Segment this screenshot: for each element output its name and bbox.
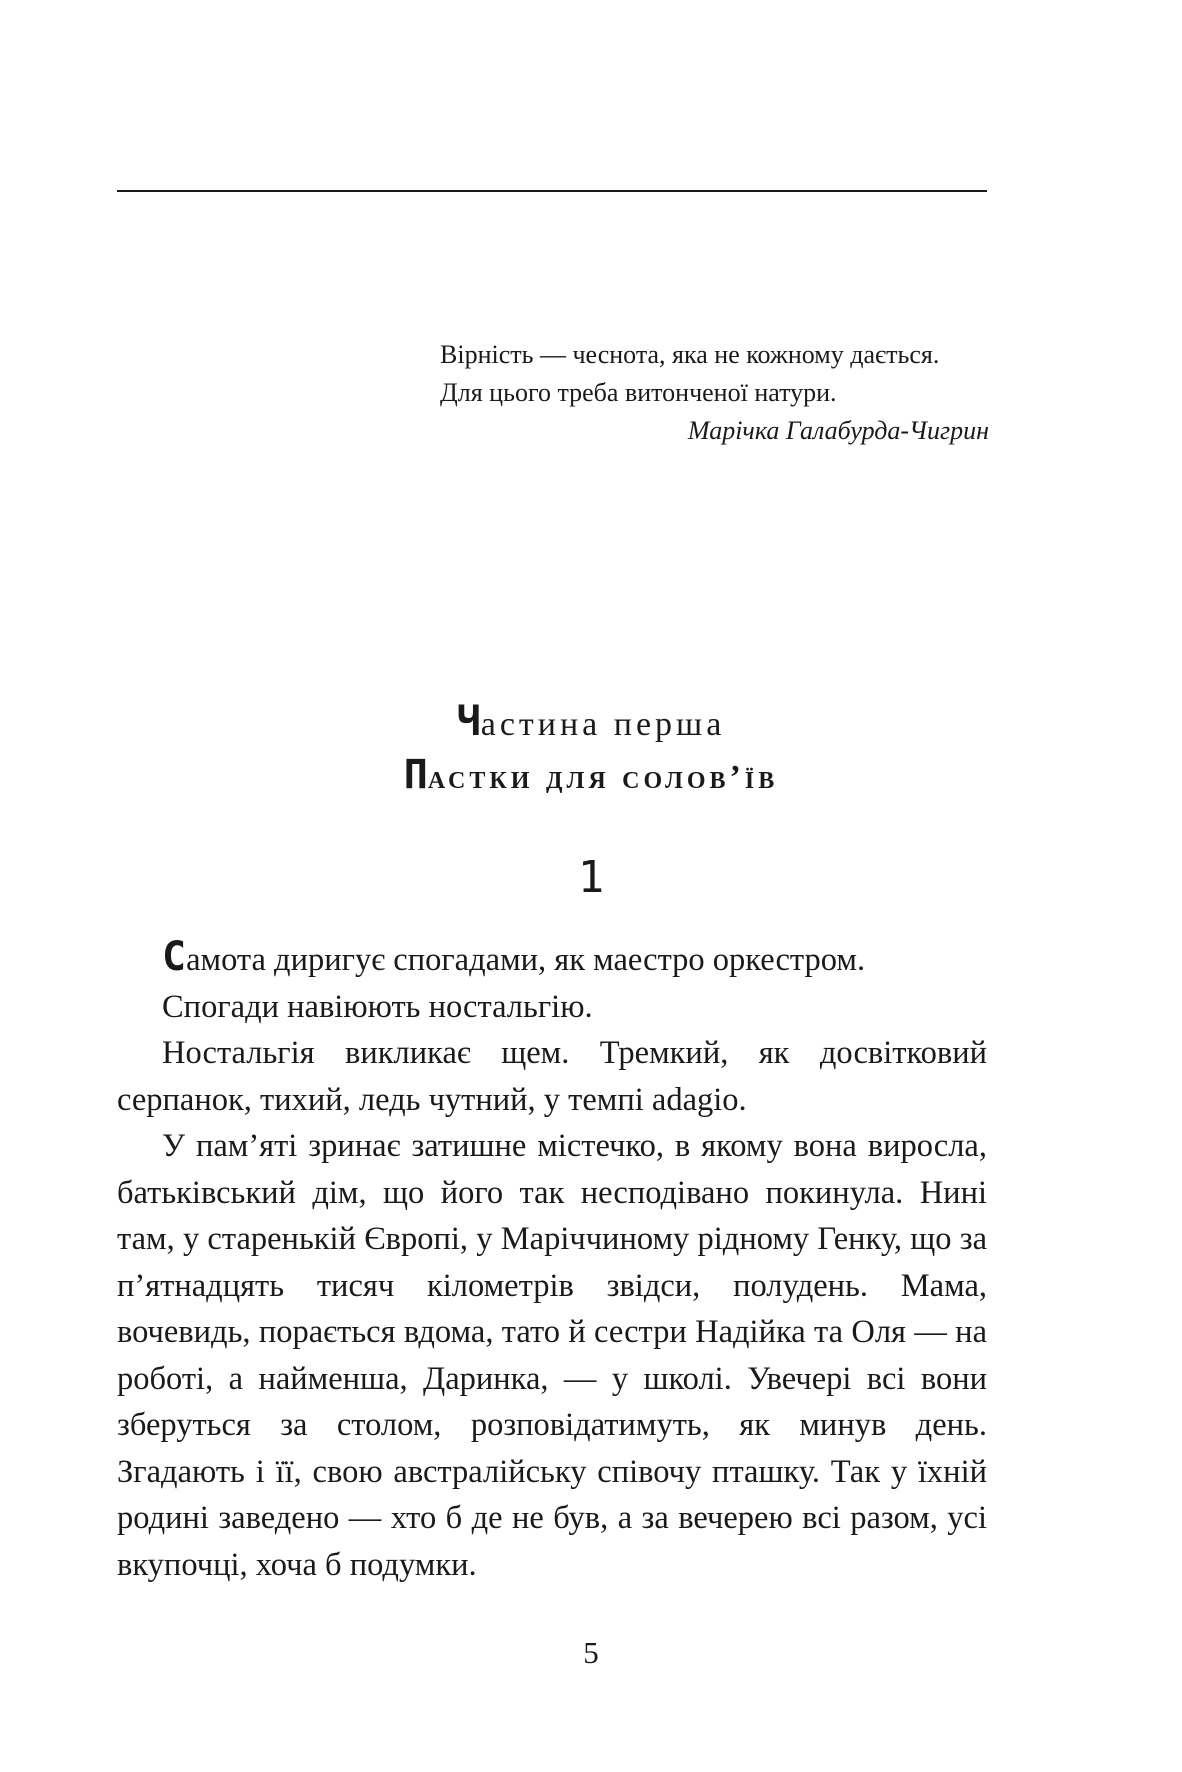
paragraph-1 bbox=[117, 934, 987, 984]
epigraph bbox=[440, 336, 989, 450]
part-label-rest: астина перша bbox=[480, 706, 726, 743]
paragraph-4: У пам’яті зринає затишне містечко, в якому вона виросла, батьківський дім, що його так несподівано покинула. Нині там, у старенькій Європі, у Маріччиному рідному Генку, що за п’ятнадцять тисяч кілометрів звідси, полудень. Мама, вочевидь, порається вдома, тато й сестри Надійка та Оля — на роботі, а найменша, Даринка, — у школі. Увечері всі вони зберуться за столом, розповідатимуть, як минув день. Згадають і її, свою австралійську співочу пташку. Так у їхній родині заведено — хто б де не був, а за вечерею всі разом, усі вкупочці, хоча б подумки. bbox=[117, 1128, 987, 1583]
paragraph-1-text: амота диригує спогадами, як маестро оркестром. bbox=[186, 942, 866, 978]
header-rule bbox=[117, 190, 987, 192]
part-title-rest: астки для солов’їв bbox=[427, 759, 779, 796]
paragraph-3: Ностальгія викликає щем. Тремкий, як досвітковий серпанок, тихий, ледь чутний, у темпі adagio. bbox=[117, 1035, 987, 1118]
drop-cap: С bbox=[162, 934, 187, 980]
part-heading bbox=[0, 697, 1182, 806]
part-title-initial: П bbox=[403, 752, 428, 798]
epigraph-author: Марічка Галабурда-Чигрин bbox=[687, 416, 989, 445]
part-label-initial: Ч bbox=[456, 699, 481, 745]
page-number: 5 bbox=[583, 1635, 599, 1670]
chapter-number: 1 bbox=[577, 852, 605, 903]
epigraph-line-1: Вірність — чеснота, яка не кожному дається. bbox=[440, 340, 940, 369]
paragraph-2: Спогади навіюють ностальгію. bbox=[162, 988, 593, 1025]
part-title bbox=[0, 747, 1182, 806]
part-label bbox=[0, 697, 1182, 747]
chapter-body bbox=[117, 934, 987, 1588]
epigraph-line-2: Для цього треба витонченої натури. bbox=[440, 378, 837, 407]
